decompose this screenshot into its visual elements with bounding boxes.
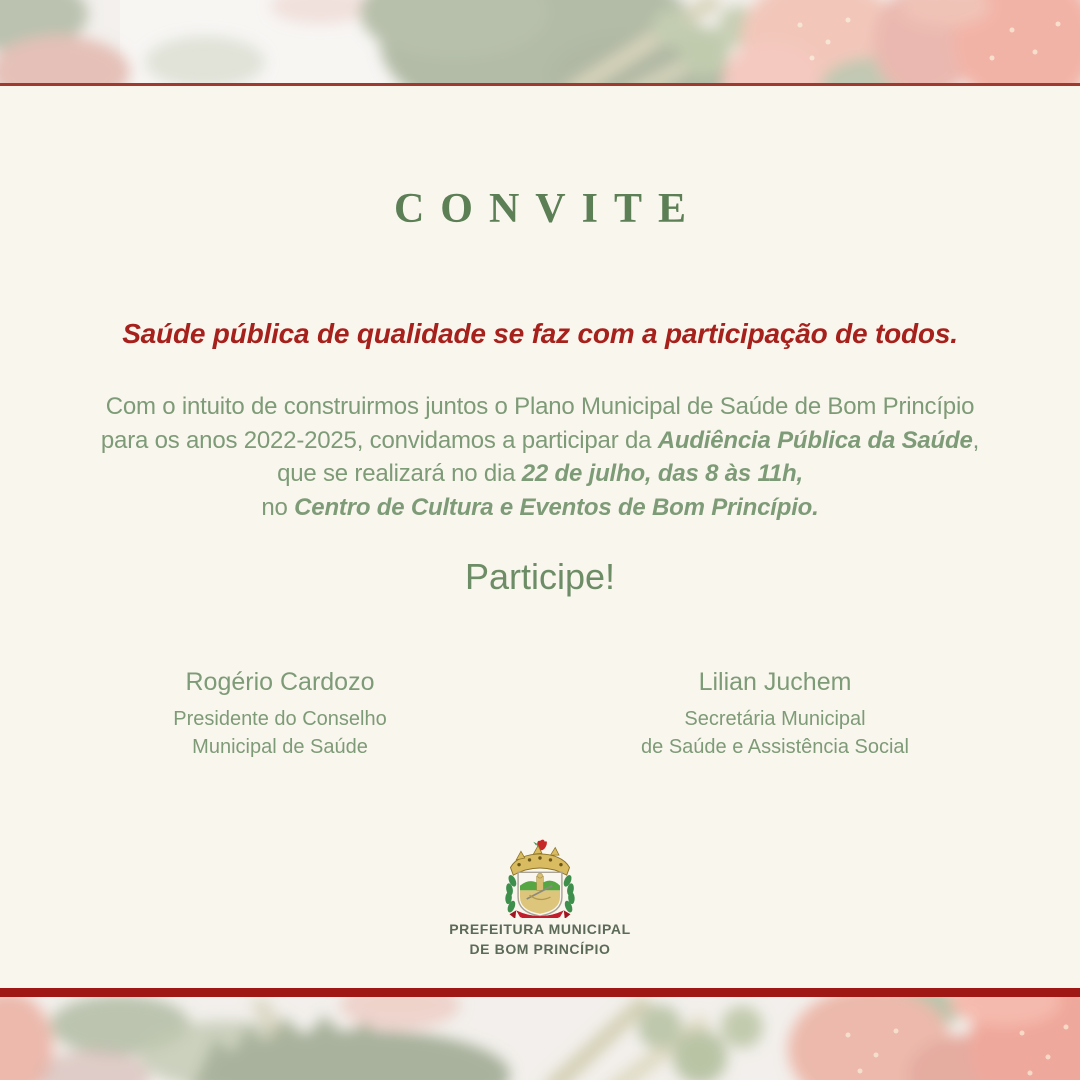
body-line-2 [0,424,1080,458]
signature-blocks [0,668,1080,761]
top-divider-line [0,83,1080,86]
cta-participe: Participe! [464,556,616,597]
body-line-2-text: para os anos 2022-2025, convidamos a participar da [100,426,658,454]
body-line-3-text: que se realizará no dia [277,460,522,487]
body-line-4 [0,491,1080,525]
footer-org-line-1: PREFEITURA MUNICIPAL [449,921,631,937]
municipal-crest-icon [485,838,595,918]
headline-tagline: Saúde pública de qualidade se faz com a participação de todos. [122,318,958,349]
signature-right-role-2: de Saúde e Assistência Social [641,736,909,758]
strawberry-photo-top-art [0,0,1080,83]
body-line-1: Com o intuito de construirmos juntos o Plano Municipal de Saúde de Bom Princípio [105,393,975,420]
footer-organization [0,919,1080,959]
signature-left [115,668,445,761]
signature-left-role-2: Municipal de Saúde [192,736,368,758]
body-line-4-text: no [261,493,295,521]
strawberry-photo-bottom [0,997,1080,1080]
body-text [0,390,1080,524]
body-line-3-emphasis: 22 de julho, das 8 às 11h, [521,460,803,487]
footer-org-line-2: DE BOM PRINCÍPIO [469,941,611,957]
strawberry-photo-bottom-art [0,997,1080,1080]
signature-right-role-1: Secretária Municipal [684,708,866,730]
signature-right [585,668,965,761]
body-line-2-emphasis: Audiência Pública da Saúde [657,426,973,454]
poster-title: CONVITE [393,186,703,232]
signature-left-name: Rogério Cardozo [185,668,375,696]
bottom-divider-bar [0,988,1080,997]
body-line-3 [0,457,1080,491]
signature-left-role-1: Presidente do Conselho [173,708,387,730]
body-line-2-end: , [972,426,980,454]
strawberry-photo-top [0,0,1080,83]
signature-right-name: Lilian Juchem [698,668,852,696]
coat-of-arms-art [485,838,595,918]
body-line-4-emphasis: Centro de Cultura e Eventos de Bom Princípio. [294,493,819,521]
